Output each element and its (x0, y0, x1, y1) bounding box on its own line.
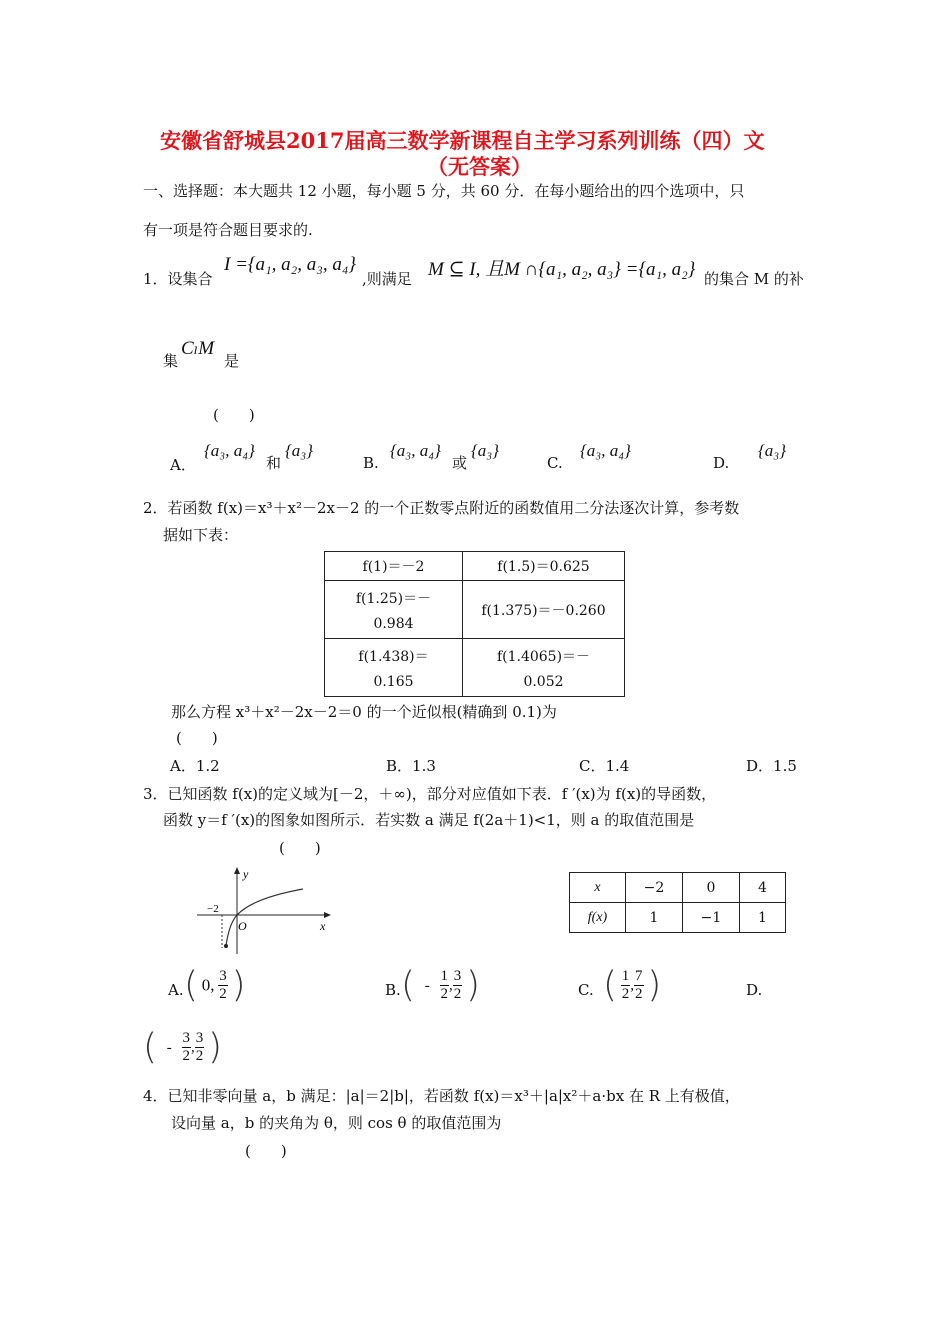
q1-answer-blank: ( ) (213, 406, 255, 424)
fraction (621, 968, 631, 1003)
q2-answer-blank: ( ) (176, 729, 218, 747)
denominator: 2 (621, 986, 630, 1003)
q3-table-header: −2 (626, 873, 683, 903)
fraction (453, 968, 463, 1003)
denominator: 2 (440, 986, 449, 1003)
fraction (182, 1030, 192, 1065)
q1-option-a-1: {a₃, a₄} (204, 441, 255, 460)
paren-close: ) (231, 964, 246, 1006)
q3-table-header: x (570, 873, 626, 903)
q1-mid: ,则满足 (362, 270, 412, 288)
q3-option-d: ( - $\frac{3}{2}$ , $\frac{3}{2}$ ) (143, 1026, 223, 1068)
fraction (440, 968, 450, 1003)
numerator: 3 (195, 1030, 204, 1047)
q3-option-a-label: A. (168, 981, 184, 999)
q1-set-i: I ={a₁, a₂, a₃, a₄} (224, 254, 357, 275)
q1-option-a-2: {a₃} (285, 441, 314, 460)
q1-option-c: {a₃, a₄} (580, 441, 631, 460)
q2-cell: f(1.375)＝－0.260 (463, 581, 625, 639)
q2-cell-line: 0.052 (523, 673, 564, 690)
q1-suffix: 的集合 M 的补 (704, 270, 804, 288)
section-instructions-line2: 有一项是符合题目要求的. (143, 221, 313, 239)
y-axis-label: y (243, 867, 249, 881)
section-instructions-line1: 一、选择题：本大题共 12 小题，每小题 5 分，共 60 分．在每小题给出的四个选项中，只 (143, 182, 745, 200)
q1-option-d-label: D. (713, 454, 730, 472)
q2-option-a: A．1.2 (170, 757, 220, 775)
q3-option-c-label: C. (578, 981, 594, 999)
q2-cell-line: 0.984 (373, 615, 414, 632)
q1-option-a-and: 和 (266, 454, 282, 472)
q2-line2: 据如下表： (163, 526, 239, 544)
minus-sign: - (424, 977, 430, 994)
q1-option-d: {a₃} (758, 441, 787, 460)
q3-line2: 函数 y＝f ′(x)的图象如图所示．若实数 a 满足 f(2a＋1)<1，则 a 的取值范围是 (163, 811, 695, 829)
q1-option-b-1: {a₃, a₄} (390, 441, 441, 460)
q2-option-b: B．1.3 (386, 757, 436, 775)
q2-cell-line: f(1.4065)＝－ (496, 648, 591, 665)
q3-answer-blank: ( ) (279, 839, 321, 857)
q3-option-b-label: B. (385, 981, 401, 999)
numerator: 3 (453, 968, 462, 985)
denominator: 2 (219, 986, 227, 1003)
document-title-line1: 安徽省舒城县2017届高三数学新课程自主学习系列训练（四）文 (160, 128, 765, 153)
x-axis-label: x (320, 919, 326, 933)
paren-open: ( (184, 964, 199, 1006)
q3-option-c: ( $\frac{1}{2}$ , $\frac{7}{2}$ ) (603, 964, 662, 1006)
q3-option-b: ( - $\frac{1}{2}$ , $\frac{3}{2}$ ) (401, 964, 481, 1006)
q3-option-a-zero: 0, (201, 975, 215, 995)
q2-cell (463, 639, 625, 697)
q1-option-b-2: {a₃} (471, 441, 500, 460)
numerator: 7 (635, 968, 643, 985)
x-axis-arrow-icon (324, 912, 331, 918)
curve-start-point (224, 944, 228, 948)
q1-option-a-label: A． (170, 456, 196, 474)
q1-option-c-label: C. (547, 454, 563, 472)
q2-option-d: D．1.5 (746, 757, 797, 775)
derivative-curve (226, 889, 303, 946)
q1-line2-post: 是 (224, 352, 240, 370)
q4-line1: 4．已知非零向量 a，b 满足：|a|＝2|b|，若函数 f(x)＝x³＋|a|x²＋a·bx 在 R 上有极值， (143, 1087, 740, 1105)
q4-answer-blank: ( ) (245, 1142, 287, 1160)
q2-cell-line: f(1.438)＝ (358, 648, 429, 665)
denominator: 2 (182, 1048, 191, 1065)
fraction (218, 968, 228, 1003)
denominator: 2 (453, 986, 462, 1003)
q2-value-table (324, 551, 625, 697)
q2-cell: f(1.5)＝0.625 (463, 552, 625, 581)
q1-complement: CₗM (181, 338, 215, 359)
q2-line1: 2．若函数 f(x)＝x³＋x²－2x－2 的一个正数零点附近的函数值用二分法逐次计算，参考数 (143, 499, 740, 517)
q3-option-a (184, 963, 246, 1007)
paren-open: ( (603, 964, 618, 1006)
minus-sign: - (166, 1039, 172, 1056)
q2-option-c: C．1.4 (579, 757, 630, 775)
numerator: 3 (219, 968, 227, 985)
fraction (195, 1030, 205, 1065)
q3-table-header: 0 (683, 873, 740, 903)
q3-option-d-label: D. (746, 981, 763, 999)
q1-line2-pre: 集 (163, 352, 179, 370)
neg-two-label: −2 (207, 903, 219, 915)
q2-cell-line: f(1.25)＝－ (355, 590, 432, 607)
paren-open: ( (401, 964, 416, 1006)
denominator: 2 (195, 1048, 204, 1065)
q1-option-b-or: 或 (452, 454, 468, 472)
q1-condition: M ⊆ I, 且M ∩{a₁, a₂, a₃} ={a₁, a₂} (428, 259, 696, 280)
q2-cell-line: 0.165 (373, 673, 414, 690)
document-title-line2: （无答案） (427, 154, 532, 179)
q2-cell: f(1)＝－2 (325, 552, 463, 581)
q2-after-text: 那么方程 x³＋x²－2x－2＝0 的一个近似根(精确到 0.1)为 (171, 703, 557, 721)
q4-line2: 设向量 a，b 的夹角为 θ，则 cos θ 的取值范围为 (171, 1114, 502, 1132)
paren-open: ( (143, 1026, 158, 1068)
numerator: 1 (440, 968, 449, 985)
q3-table-cell: 1 (740, 903, 786, 933)
paren-close: ) (647, 964, 662, 1006)
q3-table-cell: 1 (626, 903, 683, 933)
q3-table-cell: f(x) (570, 903, 626, 933)
denominator: 2 (635, 986, 643, 1003)
q3-line1: 3．已知函数 f(x)的定义域为[－2，＋∞)，部分对应值如下表．f ′(x)为 f(x)的导函数， (143, 785, 717, 803)
q3-derivative-graph (193, 862, 338, 957)
q2-cell (325, 581, 463, 639)
fraction (634, 968, 644, 1003)
y-axis-arrow-icon (234, 867, 240, 874)
q3-value-table (569, 872, 786, 933)
q2-cell (325, 639, 463, 697)
q3-table-header: 4 (740, 873, 786, 903)
numerator: 1 (621, 968, 630, 985)
numerator: 3 (182, 1030, 191, 1047)
q3-table-cell: −1 (683, 903, 740, 933)
paren-close: ) (466, 964, 481, 1006)
paren-close: ) (208, 1026, 223, 1068)
q1-option-b-label: B. (363, 454, 379, 472)
q1-prefix: 1．设集合 (143, 270, 213, 288)
origin-label: O (238, 919, 247, 933)
